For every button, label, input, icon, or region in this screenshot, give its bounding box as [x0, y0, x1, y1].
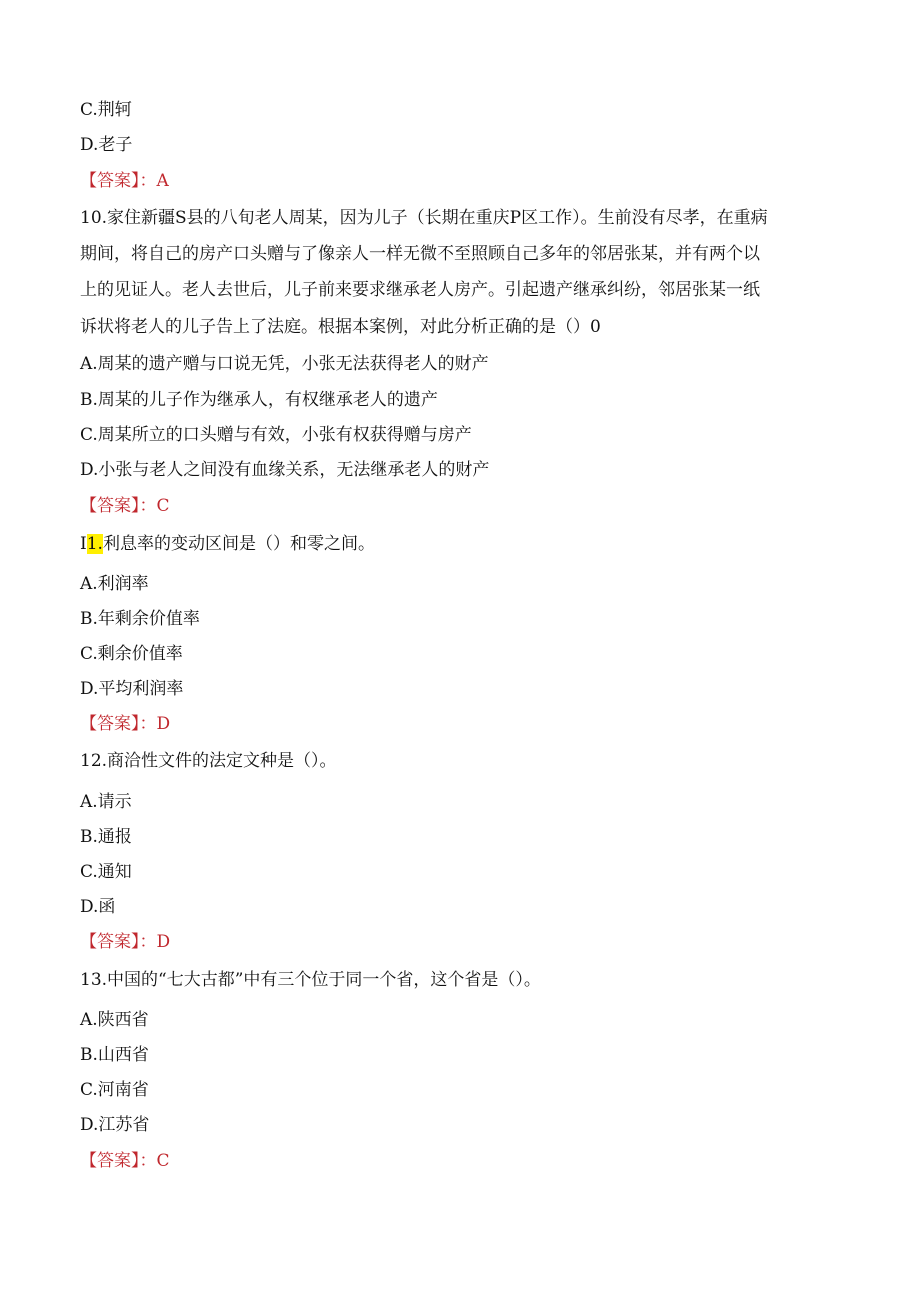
- q13-stem: 13.中国的“七大古都”中有三个位于同一个省，这个省是（）。: [80, 970, 541, 990]
- q11-number-highlight: 1.: [86, 534, 103, 554]
- q9-option-c: C.荆轲: [80, 100, 132, 120]
- q9-option-d: D.老子: [80, 135, 133, 155]
- q13-option-a: A.陕西省: [80, 1010, 149, 1030]
- q13-option-c: C.河南省: [80, 1080, 149, 1100]
- q11-option-c: C.剩余价值率: [80, 644, 183, 664]
- q12-stem: 12.商洽性文件的法定文种是（）。: [80, 751, 337, 771]
- q12-option-a: A.请示: [80, 792, 132, 812]
- q11-option-a: A.利润率: [80, 574, 149, 594]
- q12-option-c: C.通知: [80, 862, 132, 882]
- q12-option-d: D.函: [80, 897, 116, 917]
- q13-option-d: D.江苏省: [80, 1115, 150, 1135]
- q10-answer: 【答案】：C: [80, 496, 170, 516]
- q12-option-b: B.通报: [80, 827, 132, 847]
- q13-option-b: B.山西省: [80, 1045, 149, 1065]
- q11-stem: [80, 532, 850, 556]
- q10-option-d: D.小张与老人之间没有血缘关系，无法继承老人的财产: [80, 460, 490, 480]
- q10-stem-line-4: 诉状将老人的儿子告上了法庭。根据本案例，对此分析正确的是（）0: [80, 317, 601, 337]
- q10-option-c: C.周某所立的口头赠与有效，小张有权获得赠与房产: [80, 425, 472, 445]
- q11-stem-text: 利息率的变动区间是（）和零之间。: [102, 534, 375, 554]
- q10-stem-line-3: 上的见证人。老人去世后，儿子前来要求继承老人房产。引起遗产继承纠纷，邻居张某一纸: [80, 280, 760, 300]
- q11-option-d: D.平均利润率: [80, 679, 184, 699]
- q13-answer: 【答案】：C: [80, 1151, 170, 1171]
- q11-answer: 【答案】：D: [80, 714, 171, 734]
- q11-number-prefix: I: [80, 534, 87, 554]
- q10-option-a: A.周某的遗产赠与口说无凭，小张无法获得老人的财产: [80, 354, 489, 374]
- q10-stem-line-2: 期间，将自己的房产口头赠与了像亲人一样无微不至照顾自己多年的邻居张某，并有两个以: [80, 244, 760, 264]
- q11-option-b: B.年剩余价值率: [80, 609, 200, 629]
- q10-stem-line-1: 10.家住新疆S县的八旬老人周某，因为儿子（长期在重庆P区工作）。生前没有尽孝，在重病: [80, 208, 768, 228]
- q12-answer: 【答案】：D: [80, 932, 171, 952]
- q10-option-b: B.周某的儿子作为继承人，有权继承老人的遗产: [80, 390, 438, 410]
- q9-answer: 【答案】：A: [80, 171, 169, 191]
